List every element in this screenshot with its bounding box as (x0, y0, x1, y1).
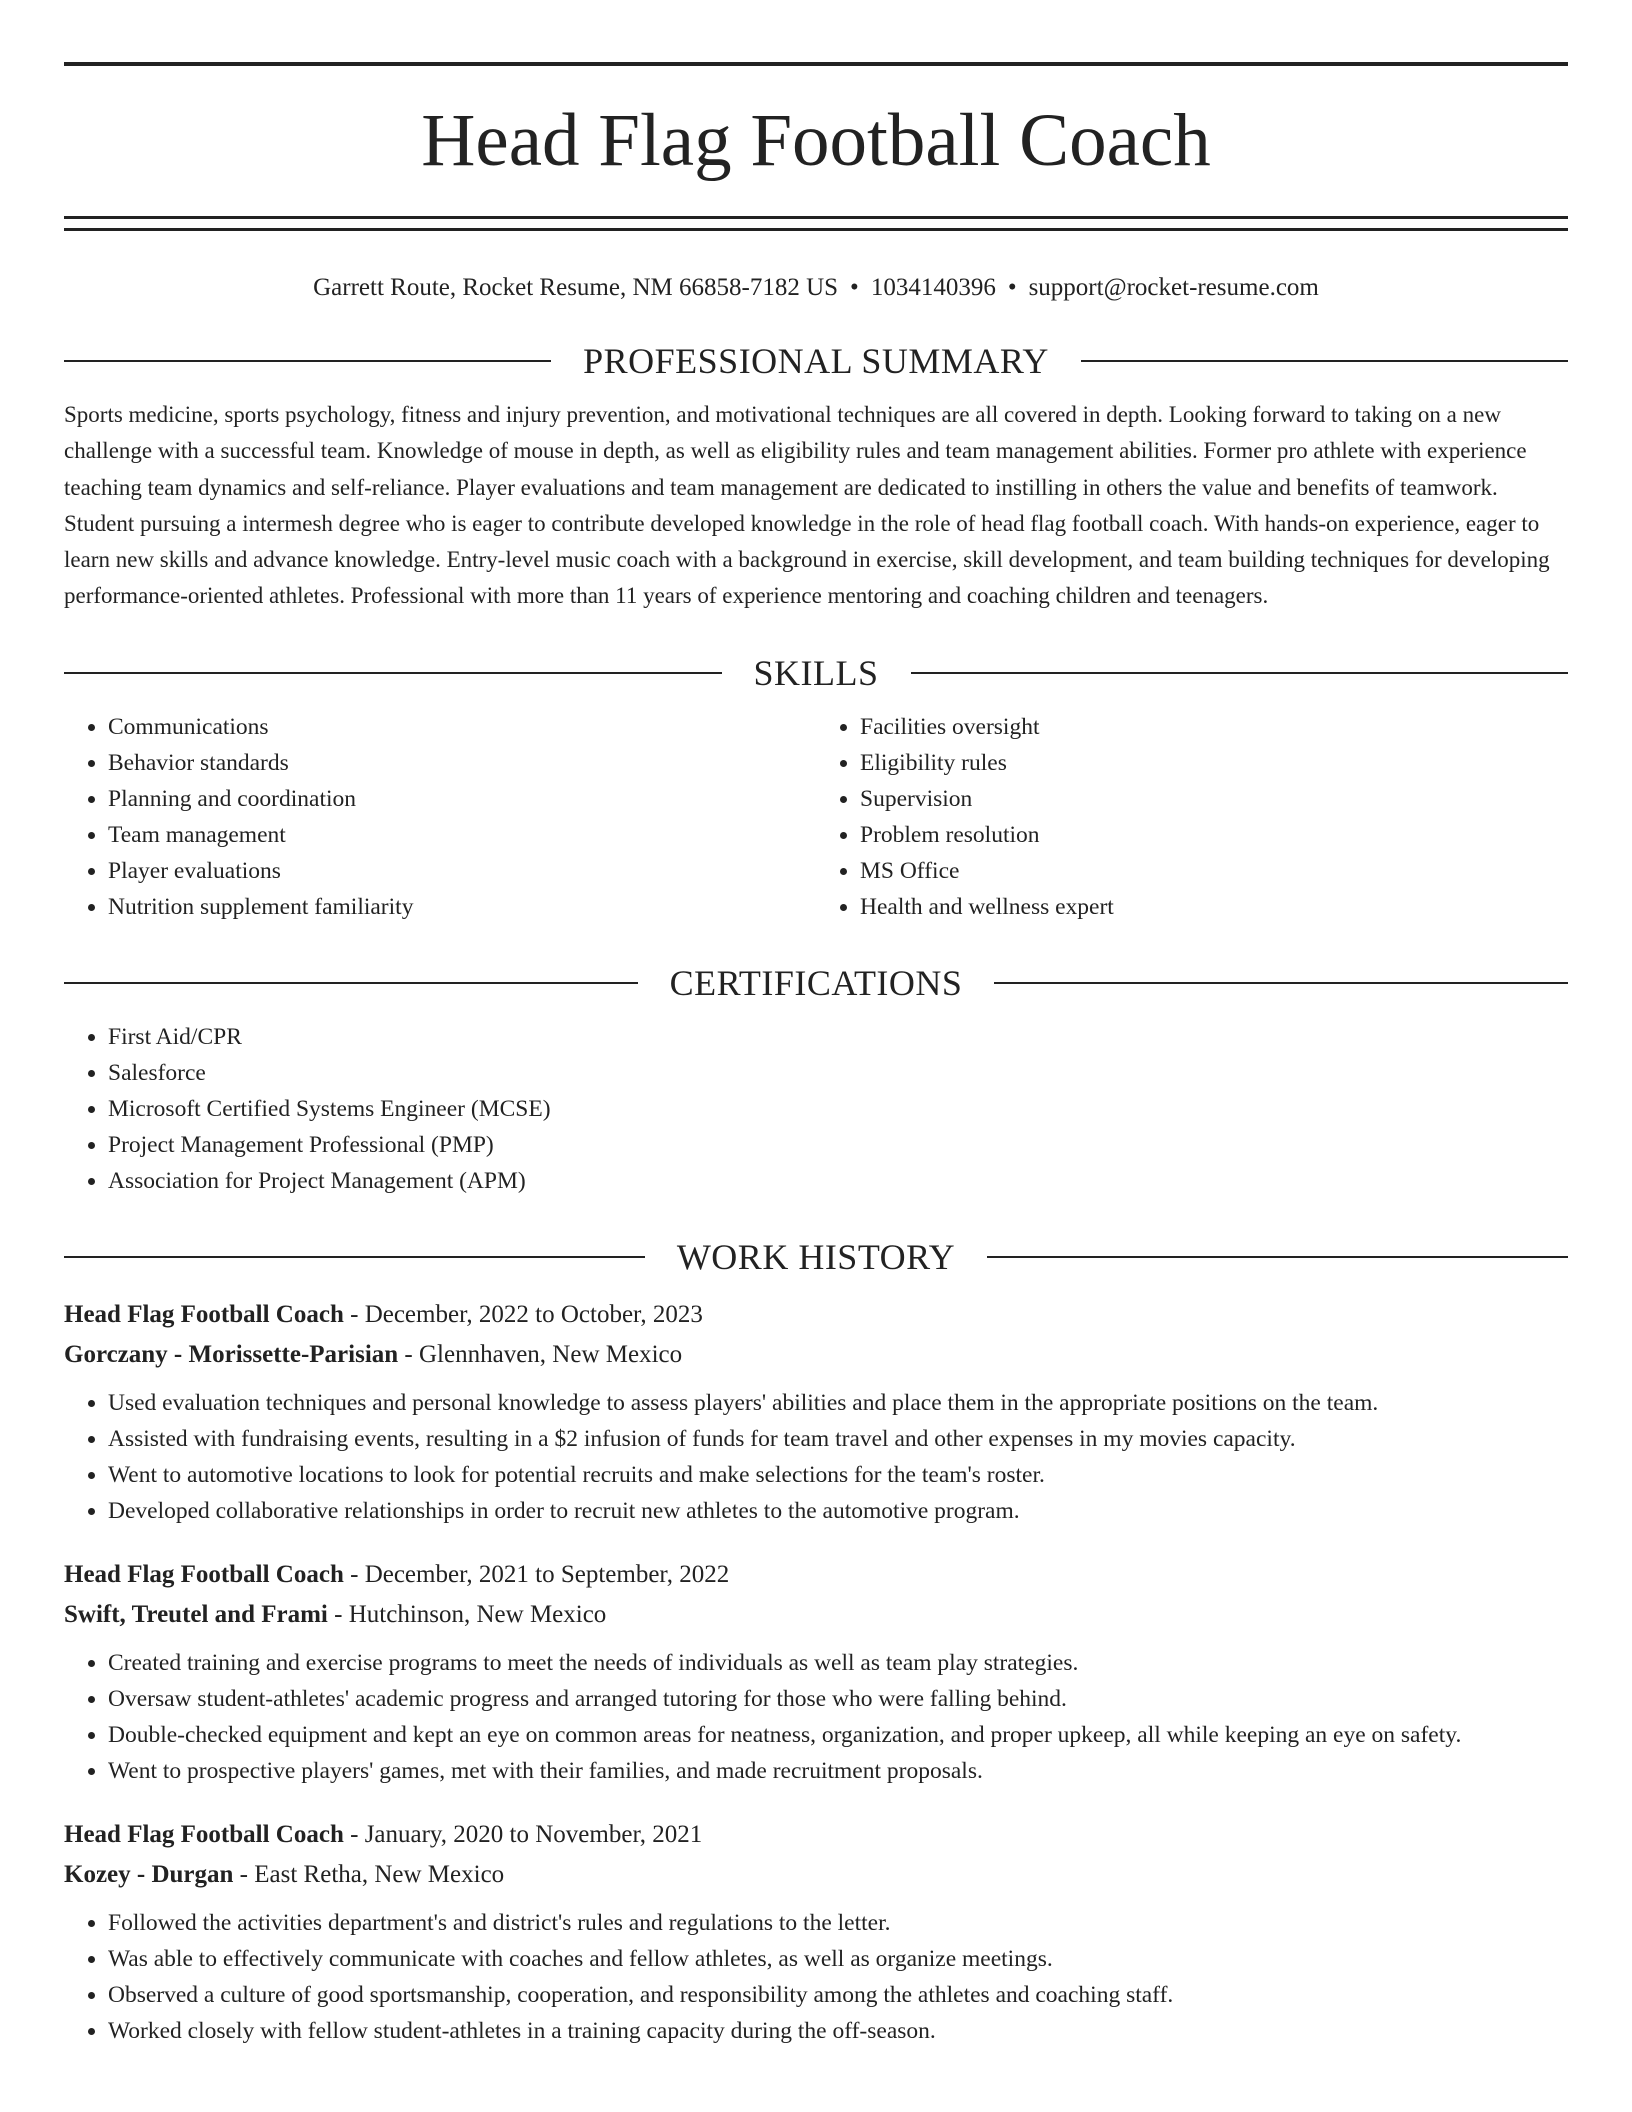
job-company-line (64, 1335, 1568, 1375)
section-header-skills (64, 653, 1568, 693)
skill-item: • Behavior standards (108, 745, 816, 781)
job-company-line (64, 1855, 1568, 1895)
contact-separator: • (850, 274, 859, 301)
summary-text: Sports medicine, sports psychology, fitness and injury prevention, and motivational techniques are all covered in depth. Looking forward to taking on a new challenge with a successful team. Knowledge of mouse in depth, as well as eligibility rules and team management abilities. Former pro athlete with experience teaching team dynamics and self-reliance. Player evaluations and team management are dedicated to instilling in others the value and benefits of teamwork. Student pursuing a intermesh degree who is eager to contribute developed knowledge in the role of head flag football coach. With hands-on experience, eager to learn new skills and advance knowledge. Entry-level music coach with a background in exercise, skill development, and team building techniques for developing performance-oriented athletes. Professional with more than 11 years of experience mentoring and coaching children and teenagers. (64, 402, 1550, 609)
skill-item: • Problem resolution (860, 817, 1568, 853)
job-bullets (64, 1905, 1568, 2049)
job-bullet: • Observed a culture of good sportsmanship, cooperation, and responsibility among the athletes and coaching staff. (108, 1977, 1568, 2013)
skill-item: • Health and wellness expert (860, 889, 1568, 925)
contact-email[interactable]: support@rocket-resume.com (1028, 274, 1319, 301)
job-entry (64, 1295, 1568, 1529)
job-dash: - (327, 1600, 349, 1628)
skill-item: • Supervision (860, 781, 1568, 817)
job-bullet: • Created training and exercise programs to meet the needs of individuals as well as team play strategies. (108, 1645, 1568, 1681)
job-bullet: • Used evaluation techniques and personal knowledge to assess players' abilities and place them in the appropriate positions on the team. (108, 1385, 1568, 1421)
section-title-summary: PROFESSIONAL SUMMARY (583, 341, 1049, 381)
contact-phone: 1034140396 (870, 274, 996, 301)
certification-item: • Salesforce (108, 1055, 1568, 1091)
job-dash: - (343, 1560, 365, 1588)
job-bullet: • Followed the activities department's and district's rules and regulations to the letter. (108, 1905, 1568, 1941)
skill-item: • Communications (108, 709, 816, 745)
job-company-line (64, 1595, 1568, 1635)
resume-title: Head Flag Football Coach (421, 99, 1211, 182)
job-dash: - (343, 1820, 365, 1848)
job-company: Gorczany - Morissette-Parisian (64, 1340, 399, 1368)
skill-item: • Team management (108, 817, 816, 853)
section-title-skills: SKILLS (753, 652, 879, 693)
divider-line (64, 672, 722, 674)
certifications-list (64, 1019, 1568, 1199)
job-bullet: • Double-checked equipment and kept an eye on common areas for neatness, organization, and proper upkeep, all while keeping an eye on safety. (108, 1717, 1568, 1753)
job-title: Head Flag Football Coach (64, 1300, 344, 1328)
divider-line (64, 982, 638, 984)
job-bullet: • Worked closely with fellow student-athletes in a training capacity during the off-season. (108, 2013, 1568, 2049)
section-header-certifications (64, 963, 1568, 1003)
job-entry (64, 1815, 1568, 2049)
certification-item: • Association for Project Management (APM) (108, 1163, 1568, 1199)
certification-item: • Project Management Professional (PMP) (108, 1127, 1568, 1163)
contact-separator: • (1007, 274, 1017, 301)
job-location: Glennhaven, New Mexico (419, 1340, 683, 1368)
job-dates: December, 2021 to September, 2022 (364, 1560, 730, 1588)
skills-list-right (816, 709, 1568, 925)
divider-line (987, 1256, 1568, 1258)
contact-address: Garrett Route, Rocket Resume, NM 66858-7182 US (313, 274, 839, 301)
divider-line (994, 982, 1568, 984)
top-rule (64, 62, 1568, 66)
job-title-line (64, 1815, 1568, 1855)
job-dash: - (398, 1340, 419, 1368)
job-bullet: • Assisted with fundraising events, resulting in a $2 infusion of funds for team travel and other expenses in my movies capacity. (108, 1421, 1568, 1457)
job-bullet: • Developed collaborative relationships in order to recruit new athletes to the automotive program. (108, 1493, 1568, 1529)
section-header-summary (64, 341, 1568, 381)
divider-line (64, 360, 551, 362)
job-bullet: • Oversaw student-athletes' academic progress and arranged tutoring for those who were falling behind. (108, 1681, 1568, 1717)
title-double-rule (64, 216, 1568, 231)
work-history-list (64, 1295, 1568, 2049)
section-header-work-history (64, 1237, 1568, 1277)
job-bullet: • Was able to effectively communicate with coaches and fellow athletes, as well as organize meetings. (108, 1941, 1568, 1977)
job-dash: - (343, 1300, 365, 1328)
skill-item: • Facilities oversight (860, 709, 1568, 745)
job-company: Kozey - Durgan (64, 1860, 234, 1888)
job-bullets (64, 1645, 1568, 1789)
skill-item: • Nutrition supplement familiarity (108, 889, 816, 925)
job-dates: January, 2020 to November, 2021 (364, 1820, 703, 1848)
job-location: East Retha, New Mexico (254, 1860, 505, 1888)
job-title: Head Flag Football Coach (64, 1820, 344, 1848)
job-title: Head Flag Football Coach (64, 1560, 344, 1588)
divider-line (64, 1256, 645, 1258)
job-bullet: • Went to prospective players' games, met with their families, and made recruitment proposals. (108, 1753, 1568, 1789)
skill-item: • Planning and coordination (108, 781, 816, 817)
skill-item: • MS Office (860, 853, 1568, 889)
skills-list-left (64, 709, 816, 925)
divider-line (1081, 360, 1568, 362)
section-title-certifications: CERTIFICATIONS (669, 962, 963, 1003)
job-company: Swift, Treutel and Frami (64, 1600, 328, 1628)
certification-item: • Microsoft Certified Systems Engineer (MCSE) (108, 1091, 1568, 1127)
job-bullet: • Went to automotive locations to look for potential recruits and make selections for the team's roster. (108, 1457, 1568, 1493)
job-entry (64, 1555, 1568, 1789)
skill-item: • Eligibility rules (860, 745, 1568, 781)
skill-item: • Player evaluations (108, 853, 816, 889)
section-title-work-history: WORK HISTORY (676, 1236, 956, 1277)
divider-line (911, 672, 1569, 674)
job-title-line (64, 1295, 1568, 1335)
job-location: Hutchinson, New Mexico (348, 1600, 607, 1628)
certification-item: • First Aid/CPR (108, 1019, 1568, 1055)
job-bullets (64, 1385, 1568, 1529)
job-dash: - (233, 1860, 255, 1888)
skills-columns (64, 709, 1568, 925)
job-dates: December, 2022 to October, 2023 (364, 1300, 703, 1328)
job-title-line (64, 1555, 1568, 1595)
contact-line (64, 273, 1568, 303)
